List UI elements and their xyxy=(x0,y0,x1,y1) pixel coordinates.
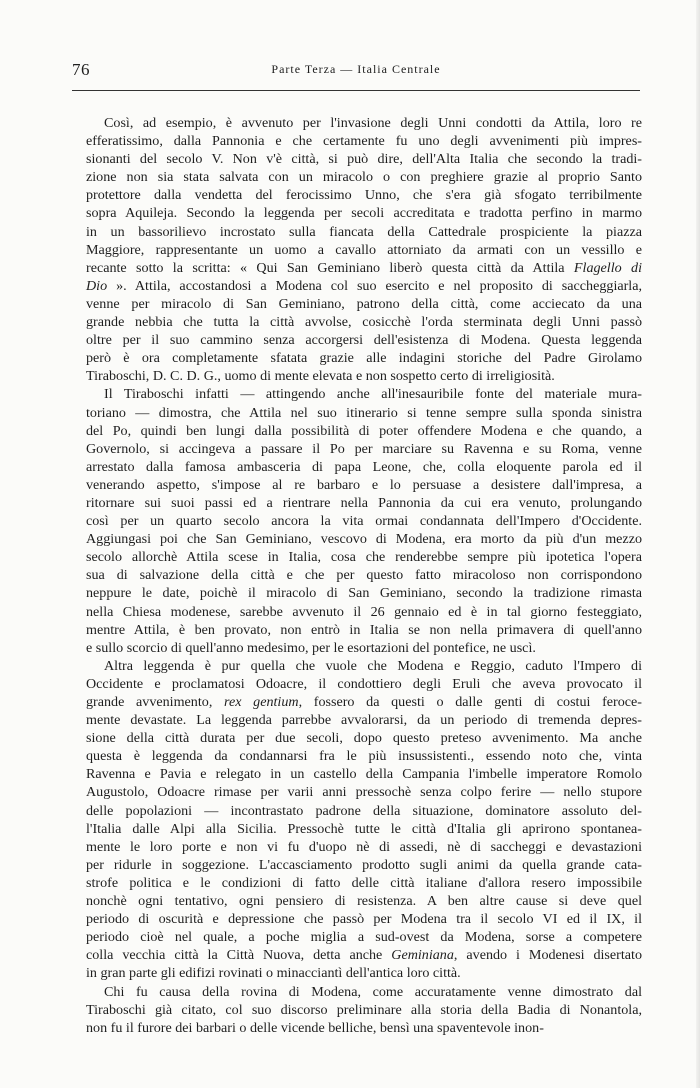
text-line: Tiraboschi, D. C. D. G., uomo di mente elevata e non sospetto certo di irreligiosità. xyxy=(86,368,555,385)
text-line: recante sotto la scritta: « Qui San Geminiano liberò questa città da Attila Flagello di xyxy=(86,259,642,276)
paragraph xyxy=(86,114,642,385)
text-line: e sullo scorcio di quell'anno medesimo, per le esortazioni del pontefice, ne uscì. xyxy=(86,639,536,656)
text-line: per ridurle in soggezione. L'accasciamento prodotto sugli animi da quella grande cata- xyxy=(86,856,642,873)
text-line: mente le loro porte e non vi fu d'uopo nè di assedi, nè di saccheggi e devastazioni xyxy=(86,838,642,855)
text-line: Tiraboschi già citato, col suo discorso preliminare alla storia della Badia di Nonantola, xyxy=(86,1001,642,1018)
text-line: Aggiungasi poi che San Geminiano, vescovo di Modena, era morto da più d'un mezzo xyxy=(86,531,642,548)
text-line: toriano — dimostra, che Attila nel suo itinerario si tenne sempre sulla sponda sinistra xyxy=(86,404,642,421)
text-line: grande avvenimento, rex gentium, fossero da questi o dalle genti di costui feroce- xyxy=(86,694,642,710)
text-line: neppure le date, poichè il miracolo di San Geminiano, secondo la tradizione rimasta xyxy=(86,585,642,602)
text-line: nonchè ogni tentativo, ogni pensiero di resistenza. A ben altre cause si deve quel xyxy=(86,893,642,910)
text-line: periodo di oscurità e depressione che passò per Modena tra il secolo VI ed il IX, il xyxy=(86,911,642,928)
text-line: però è ora completamente sfatata grazie alle indagini storiche del Padre Girolamo xyxy=(86,350,642,367)
text-line: Augustolo, Odoacre rimase per varii anni pressochè senza colpo ferire — nello stupore xyxy=(86,784,642,801)
paragraph xyxy=(86,983,642,1037)
text-line: Governolo, si accingeva a passare il Po per marciare su Ravenna e su Roma, venne xyxy=(86,440,642,457)
text-line: questa è leggenda da condannarsi fra le più insussistenti., essendo noto che, vinta xyxy=(86,748,642,765)
text-line: grande nebbia che tutta la città avvolse, cosicchè l'orda sterminata degli Unni passò xyxy=(86,314,642,331)
text-line: venerando aspetto, s'impose al re barbaro e lo persuase a desistere dall'impresa, a xyxy=(86,476,642,493)
text-line: venne per miracolo di San Geminiano, patrono della città, come acciecato da una xyxy=(86,295,642,312)
text-line: sione della città durata per due secoli, dopo questo preteso avvenimento. Ma anche xyxy=(86,730,642,747)
text-line: Così, ad esempio, è avvenuto per l'invasione degli Unni condotti da Attila, loro re xyxy=(104,115,642,131)
text-line: delle popolazioni — incontrastato padrone della situazione, dominatore assoluto del- xyxy=(86,802,642,819)
text-line: ritornare sui suoi passi ed a rientrare nella Pannonia da cui era venuto, prolungando xyxy=(86,494,642,511)
text-line: sopra Aquileja. Secondo la leggenda per secoli accreditata e tradotta perfino in marmo xyxy=(86,205,642,222)
text-line: in gran parte gli edifizi rovinati o minacciantì dell'antica loro città. xyxy=(86,965,461,982)
text-line: così per un quarto secolo ancora la vita ormai condannata dell'Impero d'Occidente. xyxy=(86,513,642,530)
text-line: Chi fu causa della rovina di Modena, come accuratamente venne dimostrato dal xyxy=(104,983,642,1000)
paragraph xyxy=(86,657,642,983)
text-line: colla vecchia città la Città Nuova, detta anche Geminiana, avendo i Modenesi disertato xyxy=(86,947,642,964)
text-line: strofe politica e le condizioni di fatto delle città italiane d'allora resero impossibile xyxy=(86,874,642,891)
text-line: non fu il furore dei barbari o delle vicende belliche, bensì una spaventevole inon- xyxy=(86,1019,544,1036)
text-line: Altra leggenda è pur quella che vuole che Modena e Reggio, caduto l'Impero di xyxy=(104,657,642,674)
text-line: Occidente e proclamatosi Odoacre, il condottiero degli Eruli che aveva provocato il xyxy=(86,675,642,692)
text-line: Dio ». Attila, accostandosi a Modena col suo esercito e nel proposito di saccheggiarla, xyxy=(86,277,642,294)
text-line: Maggiore, rappresentante un uomo a cavallo attorniato da armati con un vessillo e xyxy=(86,241,642,258)
text-line: del Po, quindi ben lungi dalla possibilità di poter offendere Modena e che quando, a xyxy=(86,422,642,439)
paragraph xyxy=(86,385,642,656)
text-line: l'Italia dalle Alpi alla Sicilia. Pressochè tutte le città d'Italia gli aprirono spontanea- xyxy=(86,820,642,837)
text-line: sionanti del secolo V. Non v'è città, si può dire, dell'Alta Italia che secondo la tradi- xyxy=(86,151,642,168)
text-line: Ravenna e Pavia e relegato in un castello della Campania l'imbelle imperatore Romolo xyxy=(86,766,642,783)
text-line: oltre per il suo cammino senza accorgersi dell'esistenza di Modena. Questa leggenda xyxy=(86,332,642,349)
page-edge-shadow xyxy=(696,0,700,1088)
text-line: mente devastate. La leggenda parrebbe avvalorarsi, da un periodo di tremenda depres- xyxy=(86,712,642,729)
text-line: protettore dalla vendetta del ferocissimo Unno, che s'era già sfogato terribilmente xyxy=(86,187,642,204)
text-line: in un bassorilievo incrostato sulla fiancata della Cattedrale prospiciente la piazza xyxy=(86,223,642,240)
text-line: nella Chiesa modenese, sarebbe avvenuto il 26 gennaio ed è in tal giorno festeggiato, xyxy=(86,603,642,620)
body-text xyxy=(86,114,642,1037)
text-line: efferatissimo, dalla Pannonia e che certamente fu uno degli avvenimenti più impres- xyxy=(86,133,642,150)
text-line: zione non sia stata salvata con un miracolo o con preghiere grazie al proprio Santo xyxy=(86,169,642,186)
header-rule xyxy=(72,90,640,91)
text-line: arrestato dalla famosa ambasceria di papa Leone, che, colla eloquente parola ed il xyxy=(86,458,642,475)
text-line: mentre Attila, è ben provato, non entrò in Italia se non nella primavera di quell'anno xyxy=(86,621,642,638)
page-number: 76 xyxy=(72,60,90,79)
text-line: Il Tiraboschi infatti — attingendo anche all'inesauribile fonte del materiale mura- xyxy=(104,386,642,403)
text-line: sua di salvazione della città e che per questo fatto miracoloso non corrispondono xyxy=(86,567,642,584)
page-header xyxy=(72,60,640,84)
running-title: Parte Terza — Italia Centrale xyxy=(271,62,441,76)
text-line: secolo allorchè Attila scese in Italia, cosa che renderebbe sempre più ipotetica l'opera xyxy=(86,549,642,566)
text-line: periodo cioè nel quale, a poche miglia a sud-ovest da Modena, sorse a competere xyxy=(86,929,642,946)
